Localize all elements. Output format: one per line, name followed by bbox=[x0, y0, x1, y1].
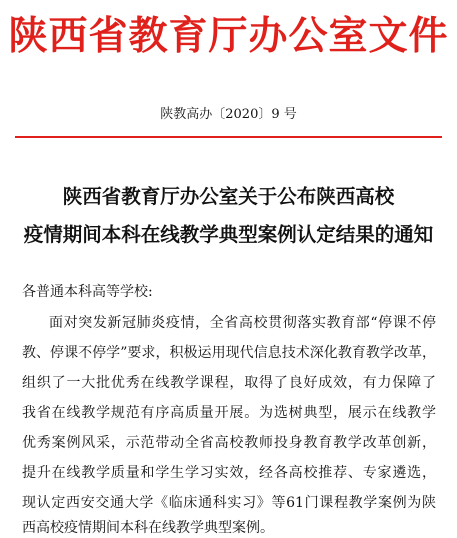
body-text-line: 提升在线教学质量和学生学习实效，经各高校推荐、专家遴选， bbox=[22, 465, 436, 481]
body-text-line: 教、停课不停学”要求，积极运用现代信息技术深化教育教学改革， bbox=[22, 345, 436, 361]
document-masthead: 陕西省教育厅办公室文件 bbox=[8, 14, 449, 59]
document-number: 陕教高办〔2020〕9 号 bbox=[160, 107, 297, 122]
body-text-line: 西高校疫情期间本科在线教学典型案例。 bbox=[22, 520, 274, 536]
body-text-line: 组织了一大批优秀在线教学课程，取得了良好成效，有力保障了 bbox=[22, 375, 436, 391]
body-text-line: 面对突发新冠肺炎疫情，全省高校贯彻落实教育部“停课不停 bbox=[49, 315, 436, 331]
masthead-divider bbox=[15, 136, 442, 138]
notice-title-line-2: 疫情期间本科在线教学典型案例认定结果的通知 bbox=[23, 223, 434, 246]
salutation: 各普通本科高等学校: bbox=[22, 284, 153, 300]
body-text-line: 现认定西安交通大学《临床通科实习》等61门课程教学案例为陕 bbox=[22, 495, 436, 511]
body-text-line: 优秀案例风采，示范带动全省高校教师投身教育教学改革创新， bbox=[22, 435, 436, 451]
notice-title-line-1: 陕西省教育厅办公室关于公布陕西高校 bbox=[62, 185, 395, 208]
body-text-line: 我省在线教学规范有序高质量开展。为选树典型，展示在线教学 bbox=[22, 405, 436, 421]
